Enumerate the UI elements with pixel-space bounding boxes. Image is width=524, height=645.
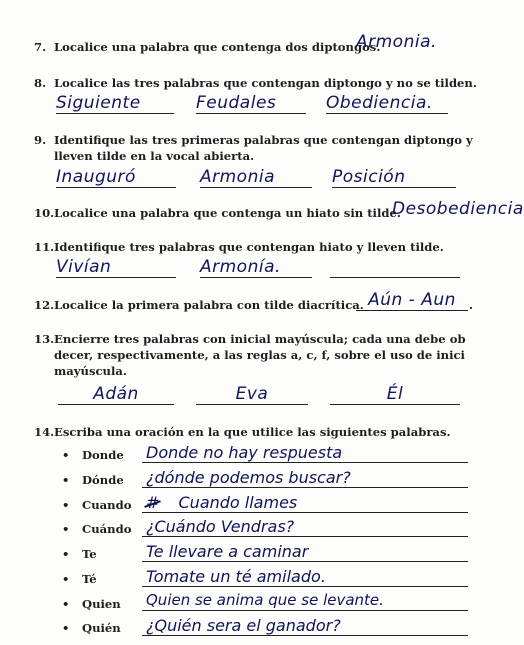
sentence-cuando-acento[interactable]: ¿Cuándo Vendras? [142,517,468,537]
list-item-donde-acento: • Dónde [62,473,124,487]
answer-13-3[interactable]: Él [330,384,460,405]
list-item-quien: • Quien [62,597,121,611]
crossed-out-mark: # [146,493,160,512]
question-9-line-2: lleven tilde en la vocal abierta. [54,149,255,163]
question-number: 9. [34,133,47,147]
question-number: 12. [34,298,55,312]
question-number: 7. [34,40,47,54]
answer-11-1[interactable]: Vivían [56,257,176,278]
question-text: Localice la primera palabra con tilde diacrítica. [54,298,364,312]
question-text: Escriba una oración en la que utilice las siguientes palabras. [54,425,451,439]
answer-13-1[interactable]: Adán [58,384,174,405]
question-9 [34,133,473,148]
sentence-te[interactable]: Te llevare a caminar [142,542,468,562]
list-item-te: • Te [62,547,97,561]
list-item-te-acento: • Té [62,572,97,586]
list-item-quien-acento: • Quién [62,621,121,635]
question-number: 11. [34,240,55,254]
answer-8-2[interactable]: Feudales [196,93,306,114]
question-8 [34,76,477,91]
answer-9-1[interactable]: Inauguró [56,167,176,188]
sentence-te-acento[interactable]: Tomate un té amilado. [142,567,468,587]
answer-11-2[interactable]: Armonía. [200,257,312,278]
question-12 [34,298,364,313]
answer-12[interactable]: Aún - Aun [356,290,468,311]
list-item-cuando: • Cuando [62,498,132,512]
question-text: Identifique tres palabras que contengan hiato y lleven tilde. [54,240,444,254]
question-text: Encierre tres palabras con inicial mayúscula; cada una debe ob [54,332,466,346]
question-12-end: . [469,298,474,312]
question-13 [34,332,466,347]
question-14 [34,425,451,440]
question-text: Localice las tres palabras que contengan diptongo y no se tilden. [54,76,477,90]
answer-7[interactable]: Armonia. [356,32,437,52]
question-text: Identifique las tres primeras palabras que contengan diptongo y [54,133,473,147]
question-13-line-3: mayúscula. [54,364,127,378]
question-number: 8. [34,76,47,90]
question-11 [34,240,444,255]
answer-10[interactable]: Desobediencia [392,199,524,219]
question-number: 10. [34,206,55,220]
question-13-line-2: decer, respectivamente, a las reglas a, c, f, sobre el uso de inici [54,348,465,362]
list-item-cuando-acento: • Cuándo [62,522,132,536]
sentence-donde[interactable]: Donde no hay respuesta [142,443,468,463]
question-7 [34,40,380,55]
question-number: 14. [34,425,55,439]
question-number: 13. [34,332,55,346]
answer-8-1[interactable]: Siguiente [56,93,174,114]
sentence-donde-acento[interactable]: ¿dónde podemos buscar? [142,468,468,488]
answer-9-2[interactable]: Armonia [200,167,312,188]
sentence-cuando-row [142,493,468,513]
sentence-quien-acento[interactable]: ¿Quién sera el ganador? [142,616,468,636]
answer-13-2[interactable]: Eva [196,384,308,405]
sentence-quien[interactable]: Quien se anima que se levante. [142,591,468,611]
list-item-donde: • Donde [62,448,124,462]
question-text: Localice una palabra que contenga un hiato sin tilde. [54,206,401,220]
sentence-cuando[interactable]: Cuando llames [178,493,298,512]
answer-11-3[interactable] [330,257,460,278]
answer-9-3[interactable]: Posición [332,167,456,188]
answer-8-3[interactable]: Obediencia. [326,93,448,114]
question-text: Localice una palabra que contenga dos diptongos. [54,40,381,54]
question-10 [34,206,401,221]
